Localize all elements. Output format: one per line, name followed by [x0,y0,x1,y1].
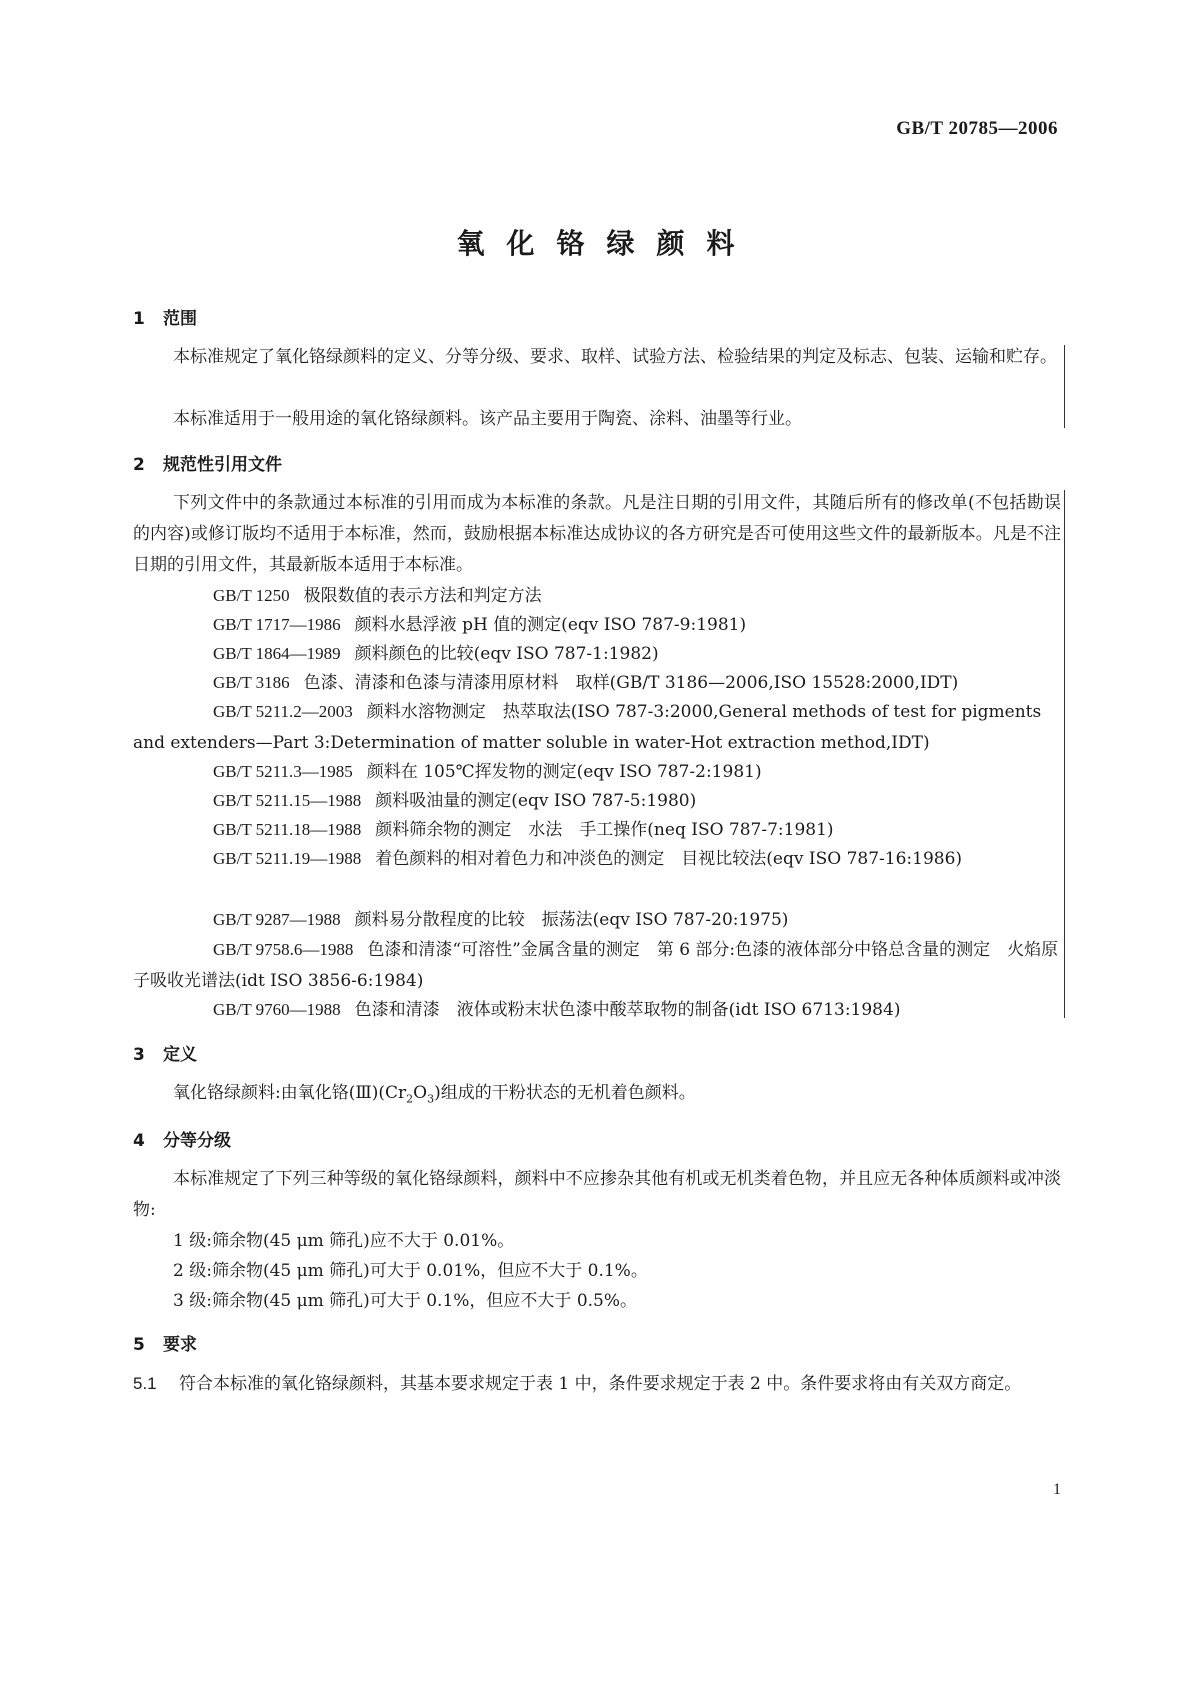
ref-code: GB/T 1864—1989 [213,644,341,663]
clause-5-1 [133,1368,1061,1400]
section-title: 分等分级 [163,1131,231,1151]
section-number: 3 [133,1045,145,1065]
ref-item [133,994,1061,1026]
section-1-para-1: 本标准规定了氧化铬绿颜料的定义、分等分级、要求、取样、试验方法、检验结果的判定及标志、包装、运输和贮存。 [173,347,1057,367]
subscript: 3 [427,1092,435,1106]
ref-code: GB/T 1717—1986 [213,615,341,634]
standard-code: GB/T 20785—2006 [896,118,1058,139]
clause-text: 符合本标准的氧化铬绿颜料，其基本要求规定于表 1 中，条件要求规定于表 2 中。条件要求将由有关双方商定。 [179,1374,1022,1394]
section-title: 定义 [163,1045,197,1065]
section-number: 1 [133,309,145,329]
ref-item [133,696,1061,759]
section-title: 要求 [163,1335,197,1355]
ref-name: 颜料水溶物测定 热萃取法(ISO 787-3:2000,General methods of test for pigments and extenders—Part 3:Determination of matter soluble in water-Hot extraction method,IDT) [133,702,1042,753]
definition-text: 氧化铬绿颜料:由氧化铬(Ⅲ)(Cr [173,1083,407,1103]
ref-item [133,904,1061,936]
section-number: 5 [133,1335,145,1355]
section-title: 规范性引用文件 [163,455,282,475]
grade-1: 1 级:筛余物(45 μm 筛孔)应不大于 0.01%。 [173,1231,515,1251]
ref-name: 颜料筛余物的测定 水法 手工操作(neq ISO 787-7:1981) [375,820,834,840]
ref-name: 颜料颜色的比较(eqv ISO 787-1:1982) [354,644,659,664]
ref-code: GB/T 5211.18—1988 [213,820,362,839]
ref-name: 极限数值的表示方法和判定方法 [303,586,542,606]
section-2-intro: 下列文件中的条款通过本标准的引用而成为本标准的条款。凡是注日期的引用文件，其随后所有的修改单(不包括勘误的内容)或修订版均不适用于本标准，然而，鼓励根据本标准达成协议的各方研究是否可使用这些文件的最新版本。凡是不注日期的引用文件，其最新版本适用于本标准。 [133,493,1061,575]
document-title: 氧化铬绿颜料 [456,227,757,260]
change-bar [1064,345,1065,428]
ref-item [133,667,1061,699]
section-3-definition [133,1078,1061,1114]
section-4-heading [133,1126,231,1151]
section-4-intro: 本标准规定了下列三种等级的氧化铬绿颜料，颜料中不应掺杂其他有机或无机类着色物，并且应无各种体质颜料或冲淡物: [133,1169,1061,1220]
definition-text: )组成的干粉状态的无机着色颜料。 [434,1083,696,1103]
ref-item [133,580,1061,612]
section-1-para-2: 本标准适用于一般用途的氧化铬绿颜料。该产品主要用于陶瓷、涂料、油墨等行业。 [173,409,802,429]
ref-item [133,785,1061,817]
ref-item [133,814,1061,846]
ref-code: GB/T 5211.19—1988 [213,849,362,868]
ref-item [133,934,1061,997]
section-5-heading [133,1330,197,1355]
ref-name: 颜料易分散程度的比较 振荡法(eqv ISO 787-20:1975) [354,910,789,930]
ref-item [133,609,1061,641]
ref-name: 颜料在 105℃挥发物的测定(eqv ISO 787-2:1981) [366,762,762,782]
ref-code: GB/T 1250 [213,586,290,605]
ref-code: GB/T 9287—1988 [213,910,341,929]
ref-code: GB/T 9760—1988 [213,1000,341,1019]
clause-number: 5.1 [133,1374,157,1393]
section-3-heading [133,1040,197,1065]
ref-name: 颜料水悬浮液 pH 值的测定(eqv ISO 787-9:1981) [354,615,747,635]
section-title: 范围 [163,309,197,329]
ref-name: 色漆、清漆和色漆与清漆用原材料 取样(GB/T 3186—2006,ISO 15528:2000,IDT) [303,673,959,693]
change-bar [1064,490,1065,1018]
ref-code: GB/T 5211.2—2003 [213,702,353,721]
ref-item [133,843,1061,875]
definition-text: O [413,1083,428,1103]
ref-item [133,756,1061,788]
section-number: 2 [133,455,145,475]
ref-code: GB/T 5211.3—1985 [213,762,353,781]
section-2-heading [133,450,282,475]
ref-name: 色漆和清漆“可溶性”金属含量的测定 第 6 部分:色漆的液体部分中铬总含量的测定 火焰原子吸收光谱法(idt ISO 3856-6:1984) [133,940,1059,991]
ref-name: 着色颜料的相对着色力和冲淡色的测定 目视比较法(eqv ISO 787-16:1986) [375,849,963,869]
ref-name: 颜料吸油量的测定(eqv ISO 787-5:1980) [375,791,697,811]
ref-code: GB/T 3186 [213,673,290,692]
ref-code: GB/T 5211.15—1988 [213,791,362,810]
section-1-heading [133,304,197,329]
ref-code: GB/T 9758.6—1988 [213,940,354,959]
page-number: 1 [1053,1481,1061,1498]
grade-3: 3 级:筛余物(45 μm 筛孔)可大于 0.1%，但应不大于 0.5%。 [173,1291,638,1311]
grade-2: 2 级:筛余物(45 μm 筛孔)可大于 0.01%，但应不大于 0.1%。 [173,1261,648,1281]
ref-item [133,638,1061,670]
subscript: 2 [406,1092,414,1106]
section-number: 4 [133,1131,145,1151]
ref-name: 色漆和清漆 液体或粉末状色漆中酸萃取物的制备(idt ISO 6713:1984) [354,1000,901,1020]
